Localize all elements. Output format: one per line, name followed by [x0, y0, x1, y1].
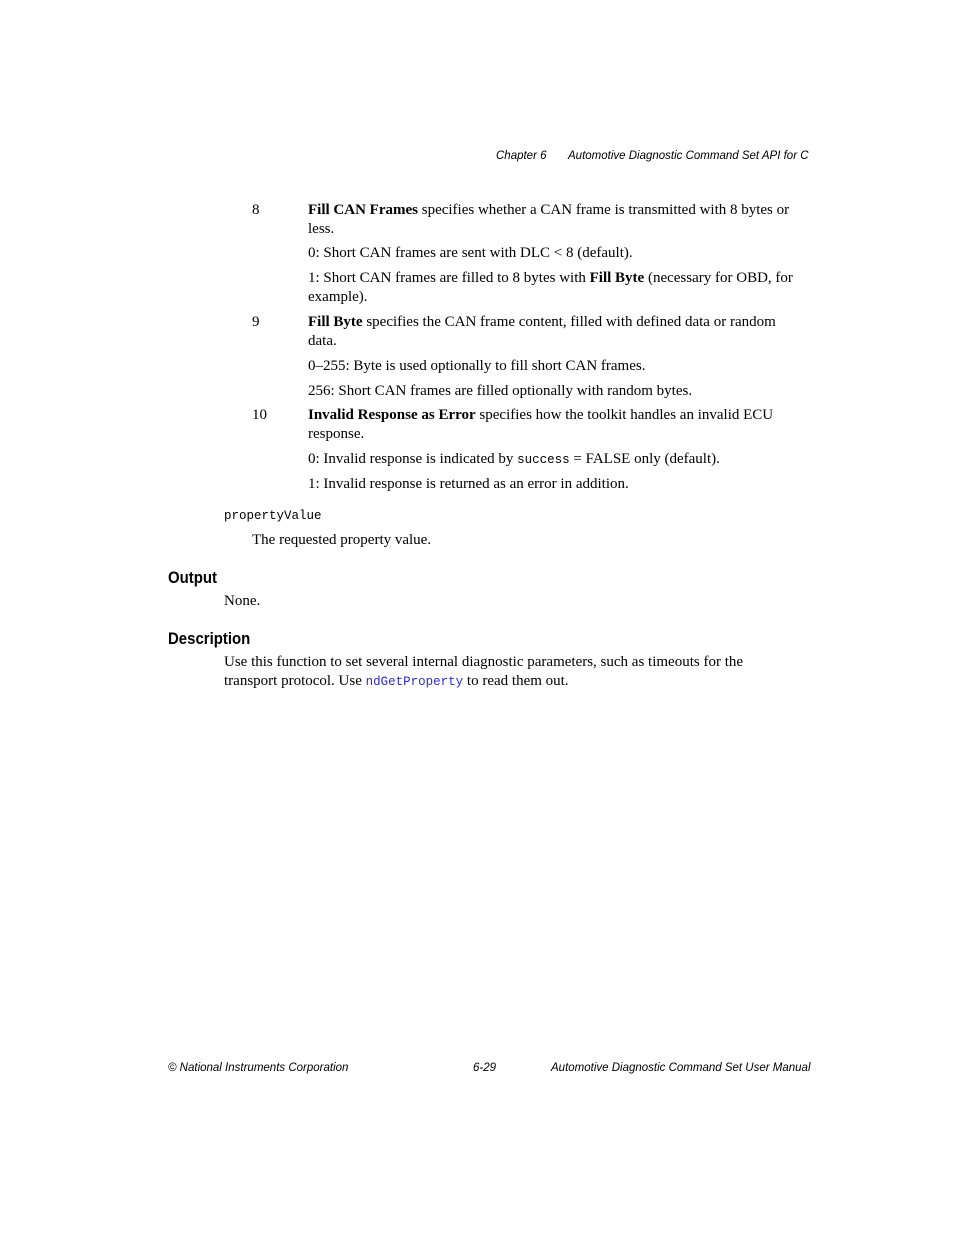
- option-text: 0–255: Byte is used optionally to fill short CAN frames.: [308, 358, 646, 374]
- param-property-value: propertyValue: [224, 509, 322, 523]
- footer-copyright: © National Instruments Corporation: [168, 1062, 349, 1074]
- code-success: success: [517, 453, 570, 467]
- option-text: 0: Short CAN frames are sent with DLC < 8 (default).: [308, 245, 633, 261]
- option-text: 256: Short CAN frames are filled optionally with random bytes.: [308, 383, 693, 399]
- ndgetproperty-link[interactable]: ndGetProperty: [365, 675, 464, 689]
- option-text: 1: Invalid response is returned as an error in addition.: [308, 476, 629, 492]
- description-post: to read them out.: [463, 673, 569, 689]
- property-desc-text: specifies the CAN frame content, filled with defined data or random data.: [308, 314, 776, 349]
- option-text: [308, 450, 803, 470]
- property-name: Fill Byte: [308, 314, 363, 330]
- footer-manual-title: Automotive Diagnostic Command Set User Manual: [551, 1062, 811, 1074]
- property-id-10: 10: [252, 407, 267, 423]
- footer-page-number: 6-29: [473, 1062, 497, 1074]
- option-text: [308, 269, 803, 307]
- description-text: [224, 653, 789, 692]
- property-desc-text: specifies whether a CAN frame is transmitted with 8 bytes or less.: [308, 202, 790, 237]
- property-desc-invalid-response: [308, 406, 803, 444]
- option-pre: 1: Short CAN frames are filled to 8 bytes with: [308, 270, 590, 286]
- param-property-value-desc: The requested property value.: [252, 532, 432, 548]
- property-id-9: 9: [252, 314, 260, 330]
- property-name: Invalid Response as Error: [308, 407, 476, 423]
- property-desc-text: specifies how the toolkit handles an invalid ECU response.: [308, 407, 774, 442]
- output-text: None.: [224, 593, 261, 609]
- description-pre: Use this function to set several internal diagnostic parameters, such as timeouts for the transport protocol. Use: [224, 654, 744, 689]
- option-post: (necessary for OBD, for example).: [308, 270, 793, 305]
- property-name: Fill CAN Frames: [308, 202, 418, 218]
- header-title: Automotive Diagnostic Command Set API for C: [568, 150, 809, 162]
- section-heading-description: Description: [168, 629, 251, 648]
- header-chapter: Chapter 6: [496, 150, 547, 162]
- property-desc-fill-byte: [308, 313, 803, 351]
- option-bold: Fill Byte: [589, 270, 645, 286]
- property-id-8: 8: [252, 202, 260, 218]
- property-desc-fill-can-frames: [308, 201, 803, 239]
- option-post: = FALSE only (default).: [569, 451, 720, 467]
- section-heading-output: Output: [168, 568, 218, 587]
- option-pre: 0: Invalid response is indicated by: [308, 451, 518, 467]
